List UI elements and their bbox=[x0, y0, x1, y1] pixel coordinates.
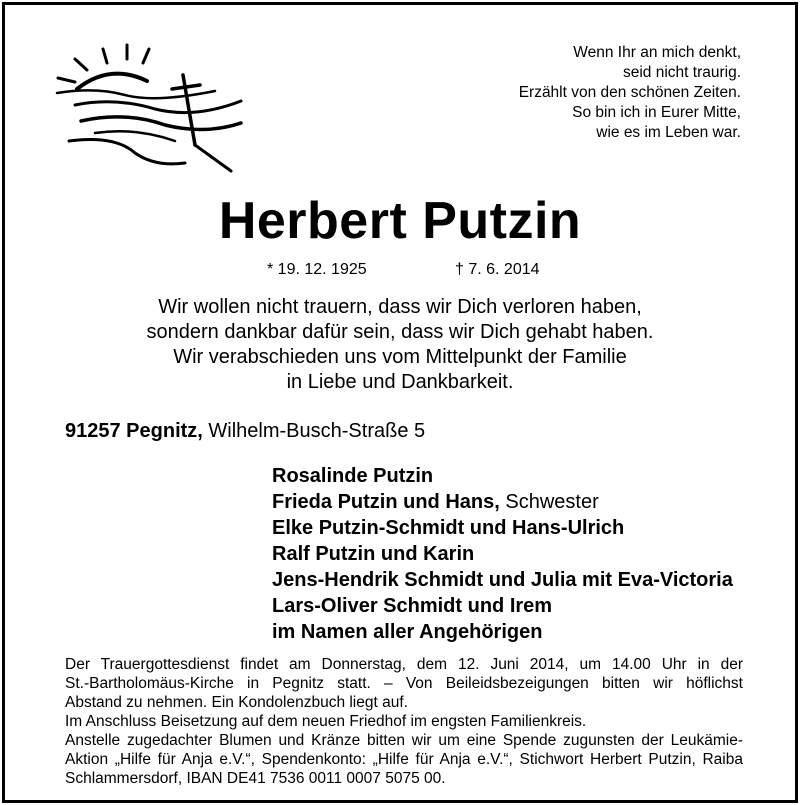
mourner-name: Ralf Putzin und Karin bbox=[272, 543, 475, 565]
notice-line: Abstand zu nehmen. Ein Kondolenzbuch liegt auf. bbox=[65, 694, 408, 711]
mourner-line bbox=[272, 489, 733, 515]
mourners-list bbox=[272, 463, 733, 645]
mourner-name: Jens-Hendrik Schmidt und Julia mit Eva-Victoria bbox=[272, 569, 733, 591]
sunrise-cross-icon bbox=[55, 43, 245, 173]
mourner-name: Lars-Oliver Schmidt und Irem bbox=[272, 595, 553, 617]
poem-line: wie es im Leben war. bbox=[596, 124, 741, 141]
notice-line: Anstelle zugedachter Blumen und Kränze bitten wir um eine Spende zugunsten der Leukämie- bbox=[65, 732, 743, 749]
poem-line: Erzählt von den schönen Zeiten. bbox=[518, 84, 741, 101]
mourner-line bbox=[272, 593, 733, 619]
mourner-line bbox=[272, 541, 733, 567]
verse-line: Wir wollen nicht trauern, dass wir Dich verloren haben, bbox=[158, 296, 642, 318]
poem-line: Wenn Ihr an mich denkt, bbox=[573, 44, 741, 61]
mourner-name: Elke Putzin-Schmidt und Hans-Ulrich bbox=[272, 517, 625, 539]
deceased-name: Herbert Putzin bbox=[218, 192, 582, 250]
funeral-notice bbox=[65, 655, 743, 788]
notice-line: Im Anschluss Beisetzung auf dem neuen Friedhof im engsten Familienkreis. bbox=[65, 713, 587, 730]
notice-line: Schlammersdorf, IBAN DE41 7536 0011 0007 5075 00. bbox=[65, 770, 446, 787]
memorial-verse bbox=[5, 295, 795, 395]
poem bbox=[421, 43, 741, 143]
birth-date: * 19. 12. 1925 bbox=[267, 261, 367, 278]
poem-line: So bin ich in Eurer Mitte, bbox=[572, 104, 741, 121]
address-city: 91257 Pegnitz, bbox=[65, 420, 203, 442]
mourner-relation: Schwester bbox=[505, 491, 599, 513]
address bbox=[65, 418, 425, 444]
notice-line: Der Trauergottesdienst findet am Donnerstag, dem 12. Juni 2014, um 14.00 Uhr in der bbox=[65, 656, 743, 673]
death-date: † 7. 6. 2014 bbox=[455, 261, 540, 278]
mourner-name: Rosalinde Putzin bbox=[272, 465, 434, 487]
mourner-line bbox=[272, 463, 733, 489]
poem-line: seid nicht traurig. bbox=[622, 64, 741, 81]
mourner-line bbox=[272, 515, 733, 541]
address-street: Wilhelm-Busch-Straße 5 bbox=[208, 420, 426, 442]
mourner-line bbox=[272, 567, 733, 593]
notice-line: Aktion „Hilfe für Anja e.V.“, Spendenkonto: „Hilfe für Anja e.V.“, Stichwort Herbert Putzin, Raiba bbox=[65, 751, 743, 768]
mourner-name: Frieda Putzin und Hans, bbox=[272, 491, 500, 513]
verse-line: Wir verabschieden uns vom Mittelpunkt der Familie bbox=[173, 346, 627, 368]
notice-line: St.-Bartholomäus-Kirche in Pegnitz statt. – Von Beileidsbezeigungen bitten wir höflichst bbox=[65, 675, 743, 692]
mourner-line bbox=[272, 619, 733, 645]
mourner-name: im Namen aller Angehörigen bbox=[272, 621, 543, 643]
verse-line: sondern dankbar dafür sein, dass wir Dich gehabt haben. bbox=[146, 321, 654, 343]
obituary-notice bbox=[2, 2, 798, 803]
verse-line: in Liebe und Dankbarkeit. bbox=[286, 371, 514, 393]
